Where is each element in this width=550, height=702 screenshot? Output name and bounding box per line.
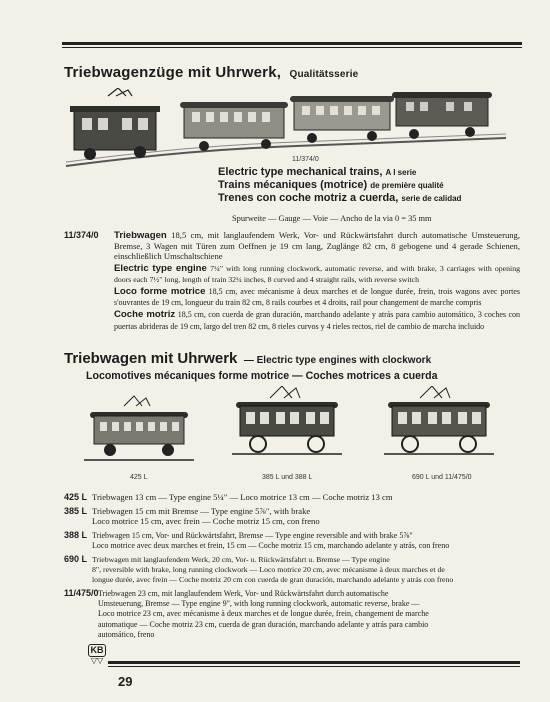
section1-title-text: Triebwagenzüge mit Uhrwerk, — [64, 64, 282, 81]
top-rule-thin — [62, 47, 522, 48]
item-690L — [64, 554, 520, 586]
item-text: 8", reversible with brake, long running clockwork — Loco motrice 20 cm, avec mécanisme à deux marches et de — [92, 565, 445, 575]
item-388L — [64, 530, 520, 551]
item-text: automatique — Coche motriz 23 cm, cuerda de gran duración, marchando adelante y atrás para cambio — [98, 619, 429, 629]
section2-title — [64, 350, 431, 368]
engine-690L-illustration — [384, 386, 494, 458]
es-label: Coche motriz — [114, 309, 176, 321]
item-number: 690 L — [64, 554, 88, 564]
engine-385L-illustration — [232, 386, 342, 458]
item-number: 11/475/0 — [64, 588, 99, 598]
item-text: longue durée, avec frein — Coche motriz 20 cm con cuerda de gran duración, marchando adelante y atrás con freno — [92, 575, 454, 585]
item-425L — [64, 492, 520, 502]
kb-logo-text: KB — [88, 644, 106, 657]
fr-label: Loco forme motrice — [114, 286, 206, 298]
section1-title — [64, 64, 358, 81]
carriage-2-graphic — [290, 96, 394, 143]
section2-title-sub: — Electric type engines with clockwork — [243, 355, 432, 366]
item-text: Triebwagen 23 cm, mit langlaufendem Werk, Vor- und Rückwärtsfahrt durch automatische — [98, 589, 389, 598]
item-number: 385 L — [64, 506, 88, 516]
footer-rule-thick — [108, 661, 520, 664]
en-label: Electric type engine — [114, 262, 207, 274]
multilang-fr: Trains mécaniques (motrice) de première qualité — [218, 179, 444, 191]
de-label: Triebwagen — [114, 230, 167, 241]
figure-caption-1: 11/374/0 — [292, 156, 319, 163]
motor-car-graphic — [70, 88, 160, 160]
item-385L — [64, 506, 520, 526]
section1-title-sub: Qualitätsserie — [289, 69, 359, 80]
footer-rule-thin — [108, 666, 520, 667]
item-11-475-0 — [64, 588, 520, 640]
de-text: 18,5 cm, mit langlaufendem Werk, Vor- und Rückwärtsfahrt durch automatische Umsteuerung, Bremse, 3 Wagen mit Türen zum Oeffnen je 19 cm lang, Zuglänge 82 cm, 8 gebogene und 4 gerade Schienen, einschließlich Umschaltschiene — [114, 230, 520, 262]
item-text: Loco motrice 23 cm, avec mécanisme à deux marches et de longue durée, frein, changement de marche — [98, 609, 429, 619]
multilang-block — [218, 166, 461, 205]
item-text: Umsteuerung, Bremse — Type engine 9", with long running clockwork, automatic reverse, brake — — [98, 599, 420, 609]
fr-text: 18,5 cm, avec mécanisme à deux marches et de longue durée, frein, trois wagons avec portes s'ouvrantes de 19 cm, longueur du train 82 cm, 8 rails courbes et 4 droits, rail pour changement de marche compris — [114, 287, 520, 308]
section2-title-text: Triebwagen mit Uhrwerk — [64, 350, 238, 367]
item-number: 388 L — [64, 530, 88, 540]
item-text: automático, freno — [98, 629, 155, 639]
caption-425L: 425 L — [130, 474, 148, 481]
item-text: Triebwagen 13 cm — Type engine 5¼" — Loco motrice 13 cm — Coche motriz 13 cm — [92, 492, 393, 502]
caption-385L-388L: 385 L und 388 L — [262, 474, 313, 481]
kb-logo-mark: ▽▽ — [90, 656, 104, 665]
item-text: Loco motrice avec deux marches et frein, 15 cm — Coche motriz 15 cm, marchando adelante y atrás, con freno — [92, 541, 450, 551]
entry-11-374-0 — [64, 230, 520, 332]
page-number: 29 — [118, 674, 133, 689]
multilang-es: Trenes con coche motriz a cuerda, serie de calidad — [218, 192, 462, 204]
item-text: Loco motrice 15 cm, avec frein — Coche motriz 15 cm, con freno — [92, 516, 320, 527]
engine-425L-illustration — [84, 392, 194, 464]
item-text: Triebwagen mit langlaufendem Werk, 20 cm, Vor- u. Rückwärtsfahrt u. Bremse — Type engine — [92, 555, 390, 564]
top-rule-thick — [62, 42, 522, 45]
en-text: 7¼" with long running clockwork, automatic reverse, and with brake, 3 carriages with opening doors each 7½" long, length of train 32¼ inches, 8 curved and 4 straight rails, with reverse switch — [114, 263, 520, 284]
es-text: 18,5 cm, con cuerda de gran duración, marchando adelante y atrás para cambio automático, 3 coches con puertas abrideras de 19 cm, largo del tren 82 cm, 8 rieles curvos y 4 rieles rectos, riel de cambio de marcha incluido — [114, 310, 520, 331]
item-text: Triebwagen 15 cm mit Bremse — Type engine 5⅞", with brake — [92, 506, 311, 516]
carriage-1-graphic — [180, 102, 288, 151]
item-number: 425 L — [64, 492, 88, 502]
train-illustration — [66, 88, 506, 168]
section2-subtitle: Locomotives mécaniques forme motrice — Coches motrices a cuerda — [86, 370, 438, 382]
entry-number: 11/374/0 — [64, 230, 99, 240]
multilang-en: Electric type mechanical trains, A I serie — [218, 166, 417, 178]
carriage-3-graphic — [392, 92, 492, 139]
caption-690L-11475: 690 L und 11/475/0 — [412, 474, 472, 481]
gauge-line: Spurweite — Gauge — Voie — Ancho de la via 0 = 35 mm — [232, 214, 432, 223]
kb-logo — [88, 644, 106, 665]
item-text: Triebwagen 15 cm, Vor- und Rückwärtsfahrt, Bremse — Type engine reversible and with brake 5⅞" — [92, 531, 413, 540]
